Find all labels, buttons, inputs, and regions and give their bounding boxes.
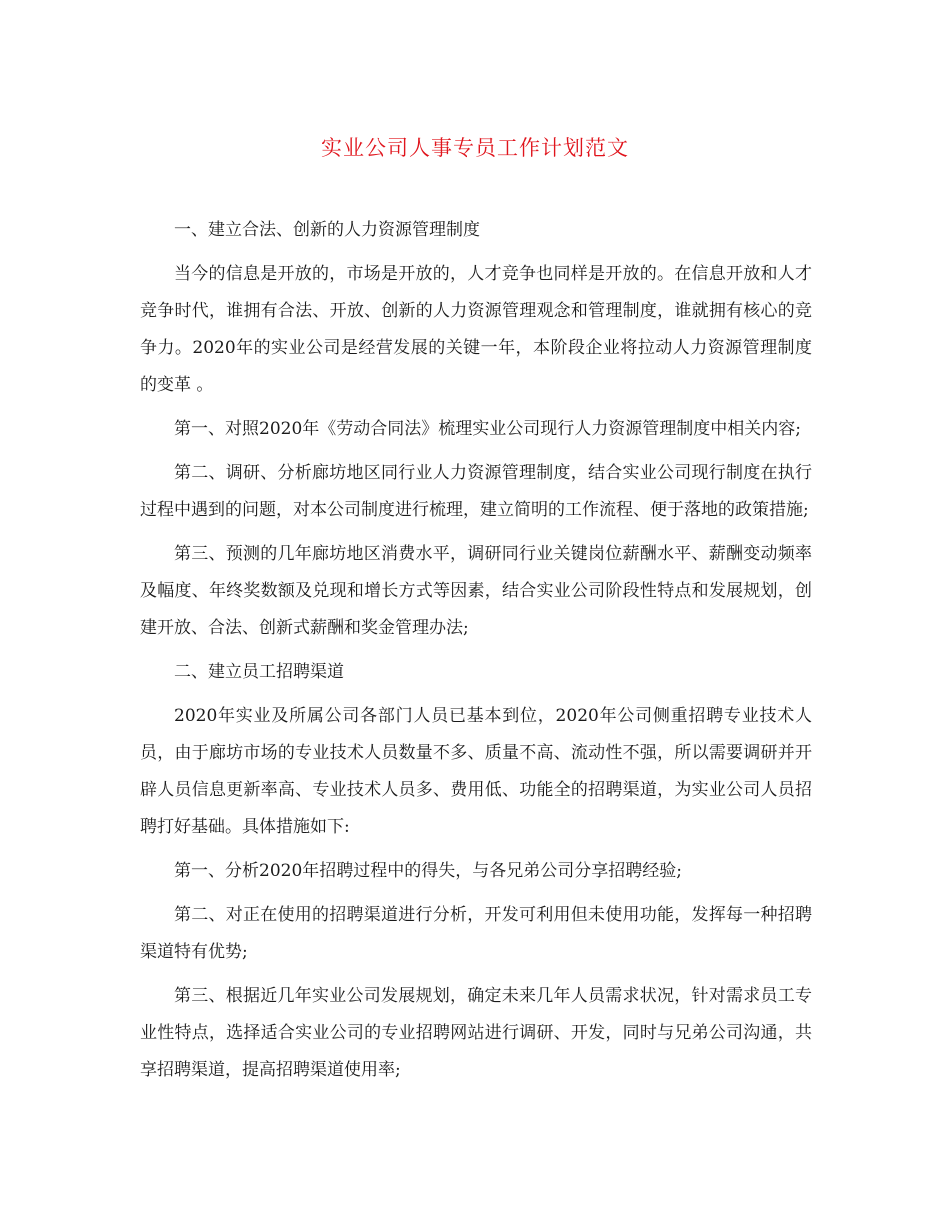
document-body (140, 212, 812, 1096)
body-paragraph: 第二、调研、分析廊坊地区同行业人力资源管理制度，结合实业公司现行制度在执行过程中遇到的问题，对本公司制度进行梳理，建立简明的工作流程、便于落地的政策措施; (140, 463, 812, 520)
document-title: 实业公司人事专员工作计划范文 (321, 136, 629, 160)
body-paragraph: 第二、对正在使用的招聘渠道进行分析，开发可利用但未使用功能，发挥每一种招聘渠道特有优势; (140, 905, 812, 962)
body-paragraph: 第一、分析2020年招聘过程中的得失，与各兄弟公司分享招聘经验; (174, 861, 682, 881)
section-heading-1: 一、建立合法、创新的人力资源管理制度 (174, 220, 480, 240)
body-paragraph: 第一、对照2020年《劳动合同法》梳理实业公司现行人力资源管理制度中相关内容; (174, 419, 801, 439)
section-heading-2: 二、建立员工招聘渠道 (174, 662, 344, 682)
body-paragraph: 第三、预测的几年廊坊地区消费水平，调研同行业关键岗位薪酬水平、薪酬变动频率及幅度、年终奖数额及兑现和增长方式等因素，结合实业公司阶段性特点和发展规划，创建开放、合法、创新式薪酬和奖金管理办法; (140, 544, 812, 638)
body-paragraph: 2020年实业及所属公司各部门人员已基本到位，2020年公司侧重招聘专业技术人员，由于廊坊市场的专业技术人员数量不多、质量不高、流动性不强，所以需要调研并开辟人员信息更新率高、专业技术人员多、费用低、功能全的招聘渠道，为实业公司人员招聘打好基础。具体措施如下: (140, 706, 812, 837)
body-paragraph: 第三、根据近几年实业公司发展规划，确定未来几年人员需求状况，针对需求员工专业性特点，选择适合实业公司的专业招聘网站进行调研、开发，同时与兄弟公司沟通，共享招聘渠道，提高招聘渠道使用率; (140, 986, 812, 1080)
body-paragraph: 当今的信息是开放的，市场是开放的，人才竞争也同样是开放的。在信息开放和人才竞争时代，谁拥有合法、开放、创新的人力资源管理观念和管理制度，谁就拥有核心的竞争力。2020年的实业公司是经营发展的关键一年，本阶段企业将拉动人力资源管理制度的变革 。 (140, 264, 812, 395)
